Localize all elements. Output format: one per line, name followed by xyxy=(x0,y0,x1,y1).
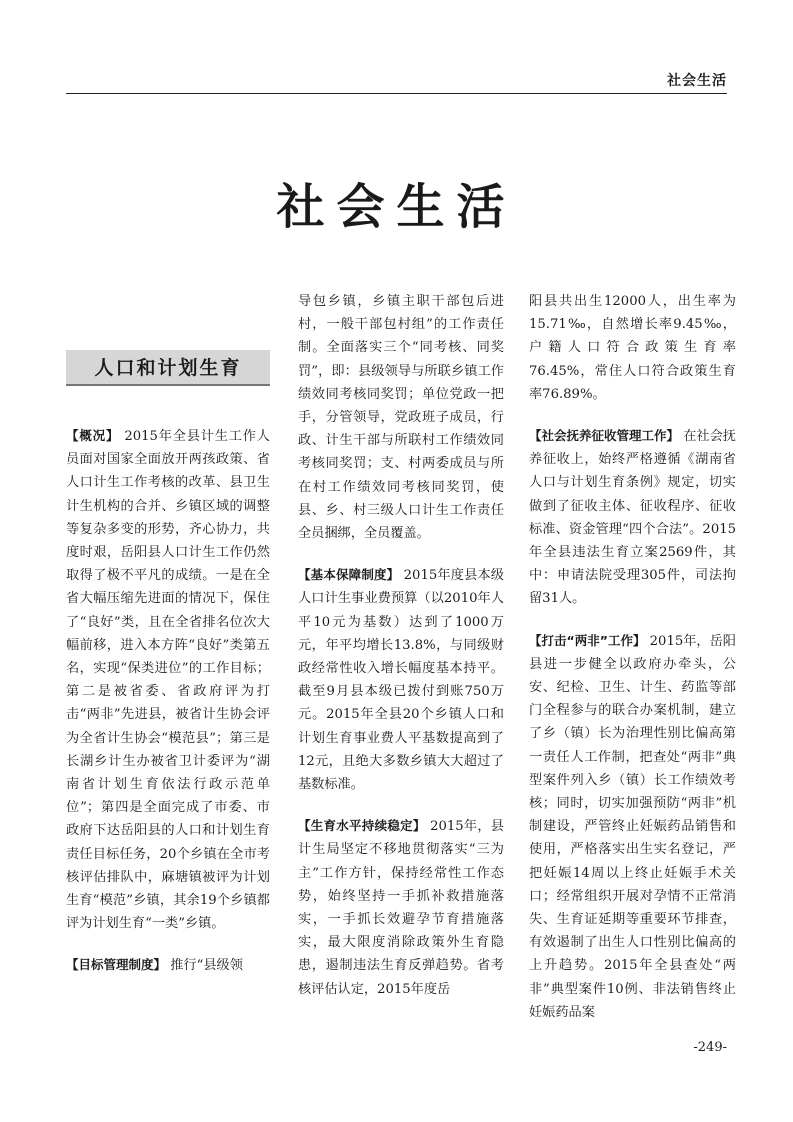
page-number: -249- xyxy=(693,1040,727,1055)
paragraph-tag: 【基本保障制度】 xyxy=(298,567,400,583)
paragraph-tag: 【打击“两非”工作】 xyxy=(529,632,646,648)
paragraph-text: 在社会抚养征收上，始终严格遵循《湖南省人口与计划生育条例》规定，切实做到了征收主体、征收程序、征收标准、资金管理“四个合法”。2015年全县违法生育立案2569件，其中：申请法院受理305件，司法拘留31人。 xyxy=(529,429,736,607)
paragraph-text: 2015年度县本级人口计生事业费预算（以2010年人平10元为基数）达到了1000万元，年平均增长13.8%，与同级财政经常性收入增长幅度基本持平。截至9月县本级已拨付到账750万元。2015年全县20个乡镇人口和计划生育事业费人平基数提高到了12元，且绝大多数乡镇大大超过了基数标准。 xyxy=(298,568,504,793)
paragraph-text: 阳县共出生12000人，出生率为15.71‰，自然增长率9.45‰，户籍人口符合政策生育率76.45%，常住人口符合政策生育率76.89%。 xyxy=(529,294,736,402)
paragraph-guarantee xyxy=(298,563,504,796)
section-heading: 人口和计划生育 xyxy=(66,350,270,386)
paragraph-tag: 【目标管理制度】 xyxy=(66,957,167,973)
paragraph-text: 导包乡镇，乡镇主职干部包后进村，一般干部包村组”的工作责任制。全面落实三个“同考核、同奖罚”，即：县级领导与所联乡镇工作绩效同考核同奖罚；单位党政一把手，分管领导，党政班子成员，行政、计生干部与所联村工作绩效同考核同奖罚；支、村两委成员与所在村工作绩效同考核同奖罚，使县、乡、村三级人口计生工作责任全员捆绑，全员覆盖。 xyxy=(298,294,504,542)
column-2 xyxy=(298,290,504,1001)
paragraph-levy xyxy=(529,424,736,611)
header-rule xyxy=(66,93,727,94)
column-1 xyxy=(66,290,270,978)
column-3 xyxy=(529,290,736,1024)
paragraph-target-cont xyxy=(298,290,504,545)
paragraph-text: 2015年，岳阳县进一步健全以政府办牵头，公安、纪检、卫生、计生、药监等部门全程参与的联合办案机制，建立了乡（镇）长为治理性别比偏高第一责任人工作制，把查处“两非”典型案件列入乡（镇）长工作绩效考核；同时，切实加强预防“两非”机制建设，严管终止妊娠药品销售和使用，严格落实出生实名登记，严把妊娠14周以上终止妊娠手术关口；经常组织开展对孕情不正常消失、生育证延期等重要环节排查，有效遏制了出生人口性别比偏高的上升趋势。2015年全县查处“两非”典型案件10例、非法销售终止妊娠药品案 xyxy=(529,633,736,1020)
paragraph-text: 2015年，县计生局坚定不移地贯彻落实“三为主”工作方针，保持经常性工作态势，始终坚持一手抓补救措施落实，一手抓长效避孕节育措施落实，最大限度消除政策外生育隐患，遏制违法生育反弹趋势。省考核评估认定，2015年度岳 xyxy=(298,819,504,997)
paragraph-birth-cont xyxy=(529,290,736,406)
paragraph-text: 2015年全县计生工作人员面对国家全面放开两孩政策、省人口计生工作考核的改革、县卫生计生机构的合并、乡镇区域的调整等复杂多变的形势，齐心协力，共度时艰，岳阳县人口计生工作仍然取得了极不平凡的成绩。一是在全省大幅压缩先进面的情况下，保住了“良好”类，且在全省排名位次大幅前移，进入本方阵“良好”类第五名，实现“保类进位”的工作目标；第二是被省委、省政府评为打击“两非”先进县，被省计生协会评为全省计生协会“模范县”；第三是长湖乡计生办被省卫计委评为“湖南省计划生育依法行政示范单位”；第四是全面完成了市委、市政府下达岳阳县的人口和计划生育责任目标任务，20个乡镇在全市考核评估排队中，麻塘镇被评为计划生育“模范”乡镇，其余19个乡镇都评为计划生育“一类”乡镇。 xyxy=(66,429,270,932)
paragraph-tag: 【概况】 xyxy=(66,428,120,443)
paragraph-tag: 【生育水平持续稳定】 xyxy=(298,818,426,834)
running-header: 社会生活 xyxy=(667,73,727,89)
paragraph-target-start xyxy=(66,953,270,977)
paragraph-crackdown xyxy=(529,629,736,1024)
paragraph-birth-start xyxy=(298,814,504,1001)
paragraph-tag: 【社会抚养征收管理工作】 xyxy=(529,428,680,444)
paragraph-text: 推行“县级领 xyxy=(166,958,243,974)
page-title: 社会生活 xyxy=(276,179,517,235)
paragraph-overview xyxy=(66,424,270,935)
